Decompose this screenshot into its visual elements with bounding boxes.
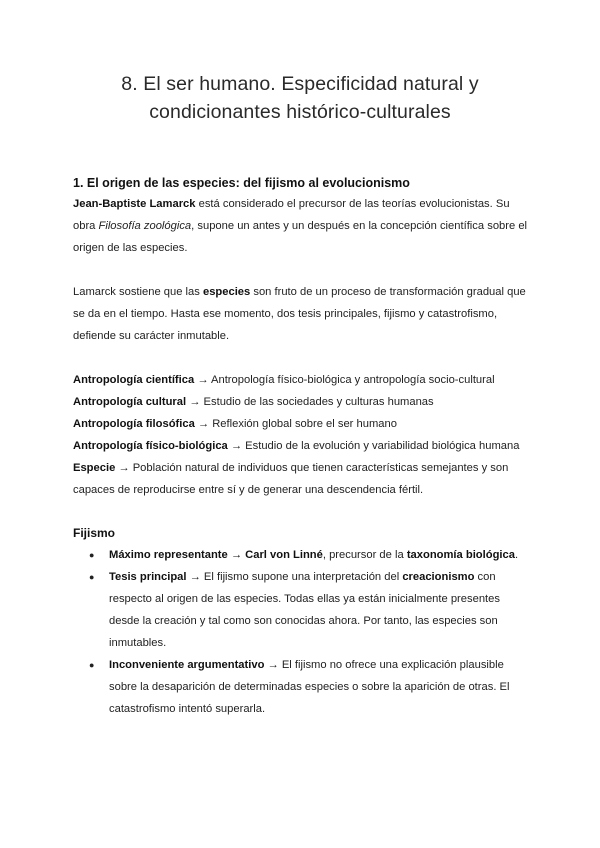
definition-term: Especie <box>73 462 116 474</box>
bullet-bold: creacionismo <box>402 571 475 583</box>
text: , supone un antes y un después en la concepción científica sobre el origen de las especies. <box>73 220 528 254</box>
section-heading-fijismo: Fijismo <box>73 526 116 540</box>
fijismo-bullet-list <box>73 544 533 720</box>
definition-text: → Estudio de las sociedades y culturas humanas <box>186 396 434 408</box>
bold-especies: especies <box>202 286 251 298</box>
bullet-bold: taxonomía biológica <box>406 549 515 561</box>
title-line-1: 8. El ser humano. Especificidad natural y <box>121 73 479 95</box>
page-title <box>40 70 560 126</box>
paragraph-lamarck-intro <box>73 193 533 259</box>
definitions-list <box>73 369 533 501</box>
bullet-bold: Máximo representante → Carl von Linné <box>109 549 323 561</box>
definition-term: Antropología científica <box>73 374 195 386</box>
bullet-dot-icon: ● <box>89 572 95 582</box>
definition-text: → Reflexión global sobre el ser humano <box>194 418 397 430</box>
definition-text: → Población natural de individuos que tienen características semejantes y son capaces de reproducirse entre sí y de generar una descendencia fértil. <box>73 462 509 496</box>
definition-term: Antropología filosófica <box>73 418 195 430</box>
bullet-bold: Tesis principal <box>109 571 187 583</box>
bullet-dot-icon: ● <box>89 550 95 560</box>
bullet-text: . <box>514 549 519 561</box>
definition-item <box>73 457 533 501</box>
paragraph-lamarck-thesis <box>73 281 533 347</box>
definition-term: Antropología cultural <box>73 396 187 408</box>
definition-item <box>73 413 533 435</box>
bold-lamarck: Jean-Baptiste Lamarck <box>73 198 196 210</box>
bullet-dot-icon: ● <box>89 660 95 670</box>
italic-book-title: Filosofía zoológica <box>98 220 192 232</box>
definition-item <box>73 369 533 391</box>
text: Lamarck sostiene que las <box>73 286 203 298</box>
bullet-item <box>73 544 533 566</box>
text: son fruto de un proceso de transformación gradual que se da en el tiempo. Hasta ese momento, dos tesis principales, fijismo y catastrofismo, defiende su carácter inmutable. <box>73 286 526 342</box>
bullet-text: → El fijismo supone una interpretación del <box>186 571 403 583</box>
bullet-bold: Inconveniente argumentativo <box>109 659 265 671</box>
definition-item <box>73 391 533 413</box>
definition-item <box>73 435 533 457</box>
bullet-text: → El fijismo no ofrece una explicación plausible sobre la desaparición de determinadas especies o sobre la aparición de otras. El catastrofismo intentó superarla. <box>109 659 510 715</box>
bullet-text: con respecto al origen de las especies. Todas ellas ya están inicialmente presentes desde la creación y tal como son conocidas ahora. Por tanto, las especies son inmutables. <box>109 571 500 649</box>
bullet-item <box>73 566 533 654</box>
definition-term: Antropología físico-biológica <box>73 440 228 452</box>
text: está considerado el precursor de las teorías evolucionistas. Su obra <box>73 198 510 232</box>
definition-text: → Antropología físico-biológica y antropología socio-cultural <box>194 374 495 386</box>
bullet-item <box>73 654 533 720</box>
bullet-text: , precursor de la <box>322 549 407 561</box>
definition-text: → Estudio de la evolución y variabilidad biológica humana <box>227 440 520 452</box>
section-heading-origin: 1. El origen de las especies: del fijismo al evolucionismo <box>73 176 410 190</box>
title-line-2: condicionantes histórico-culturales <box>149 101 451 123</box>
